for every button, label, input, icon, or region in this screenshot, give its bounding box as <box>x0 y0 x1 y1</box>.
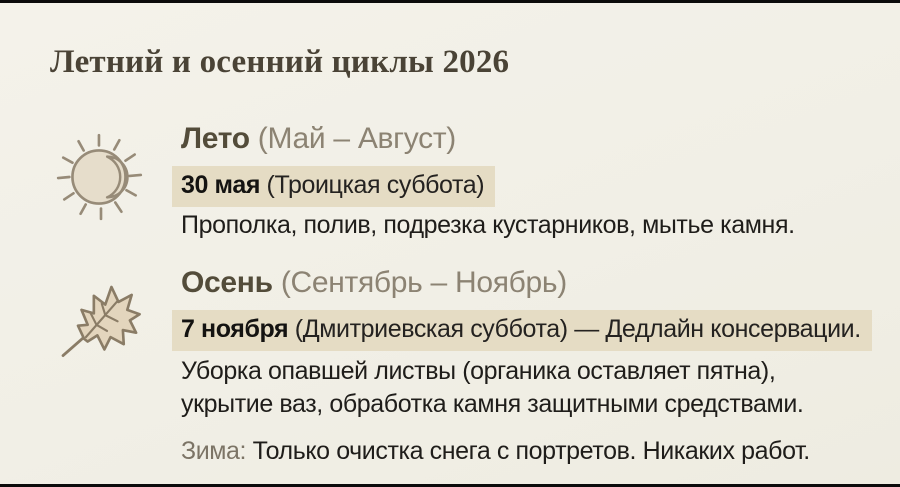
winter-text: Только очистка снега с портретов. Никаких работ. <box>246 437 810 465</box>
summer-date-note: (Троицкая суббота) <box>260 171 485 199</box>
autumn-heading <box>181 266 567 300</box>
autumn-date-note: (Дмитриевская суббота) — Дедлайн консервации. <box>288 315 861 343</box>
winter-note <box>181 437 810 466</box>
sun-icon <box>50 124 152 230</box>
autumn-tasks-text: Уборка опавшей листвы (органика оставляет пятна), укрытие ваз, обработка камня защитными средствами. <box>181 357 804 418</box>
leaf-icon <box>56 272 144 360</box>
top-letterbox-bar <box>0 0 900 3</box>
summer-date: 30 мая <box>181 171 261 199</box>
summer-tasks-text: Прополка, полив, подрезка кустарников, мытье камня. <box>181 211 795 239</box>
summer-heading-range: (Май – Август) <box>249 122 456 155</box>
page-title: Летний и осенний циклы 2026 <box>50 44 510 80</box>
autumn-heading-range: (Сентябрь – Ноябрь) <box>272 266 567 299</box>
summer-heading <box>181 122 456 156</box>
summer-heading-name: Лето <box>181 122 250 155</box>
autumn-heading-name: Осень <box>181 266 273 299</box>
summer-date-highlight <box>172 166 495 207</box>
winter-label: Зима: <box>181 437 247 465</box>
autumn-date: 7 ноября <box>181 315 289 343</box>
autumn-date-highlight <box>172 310 872 351</box>
